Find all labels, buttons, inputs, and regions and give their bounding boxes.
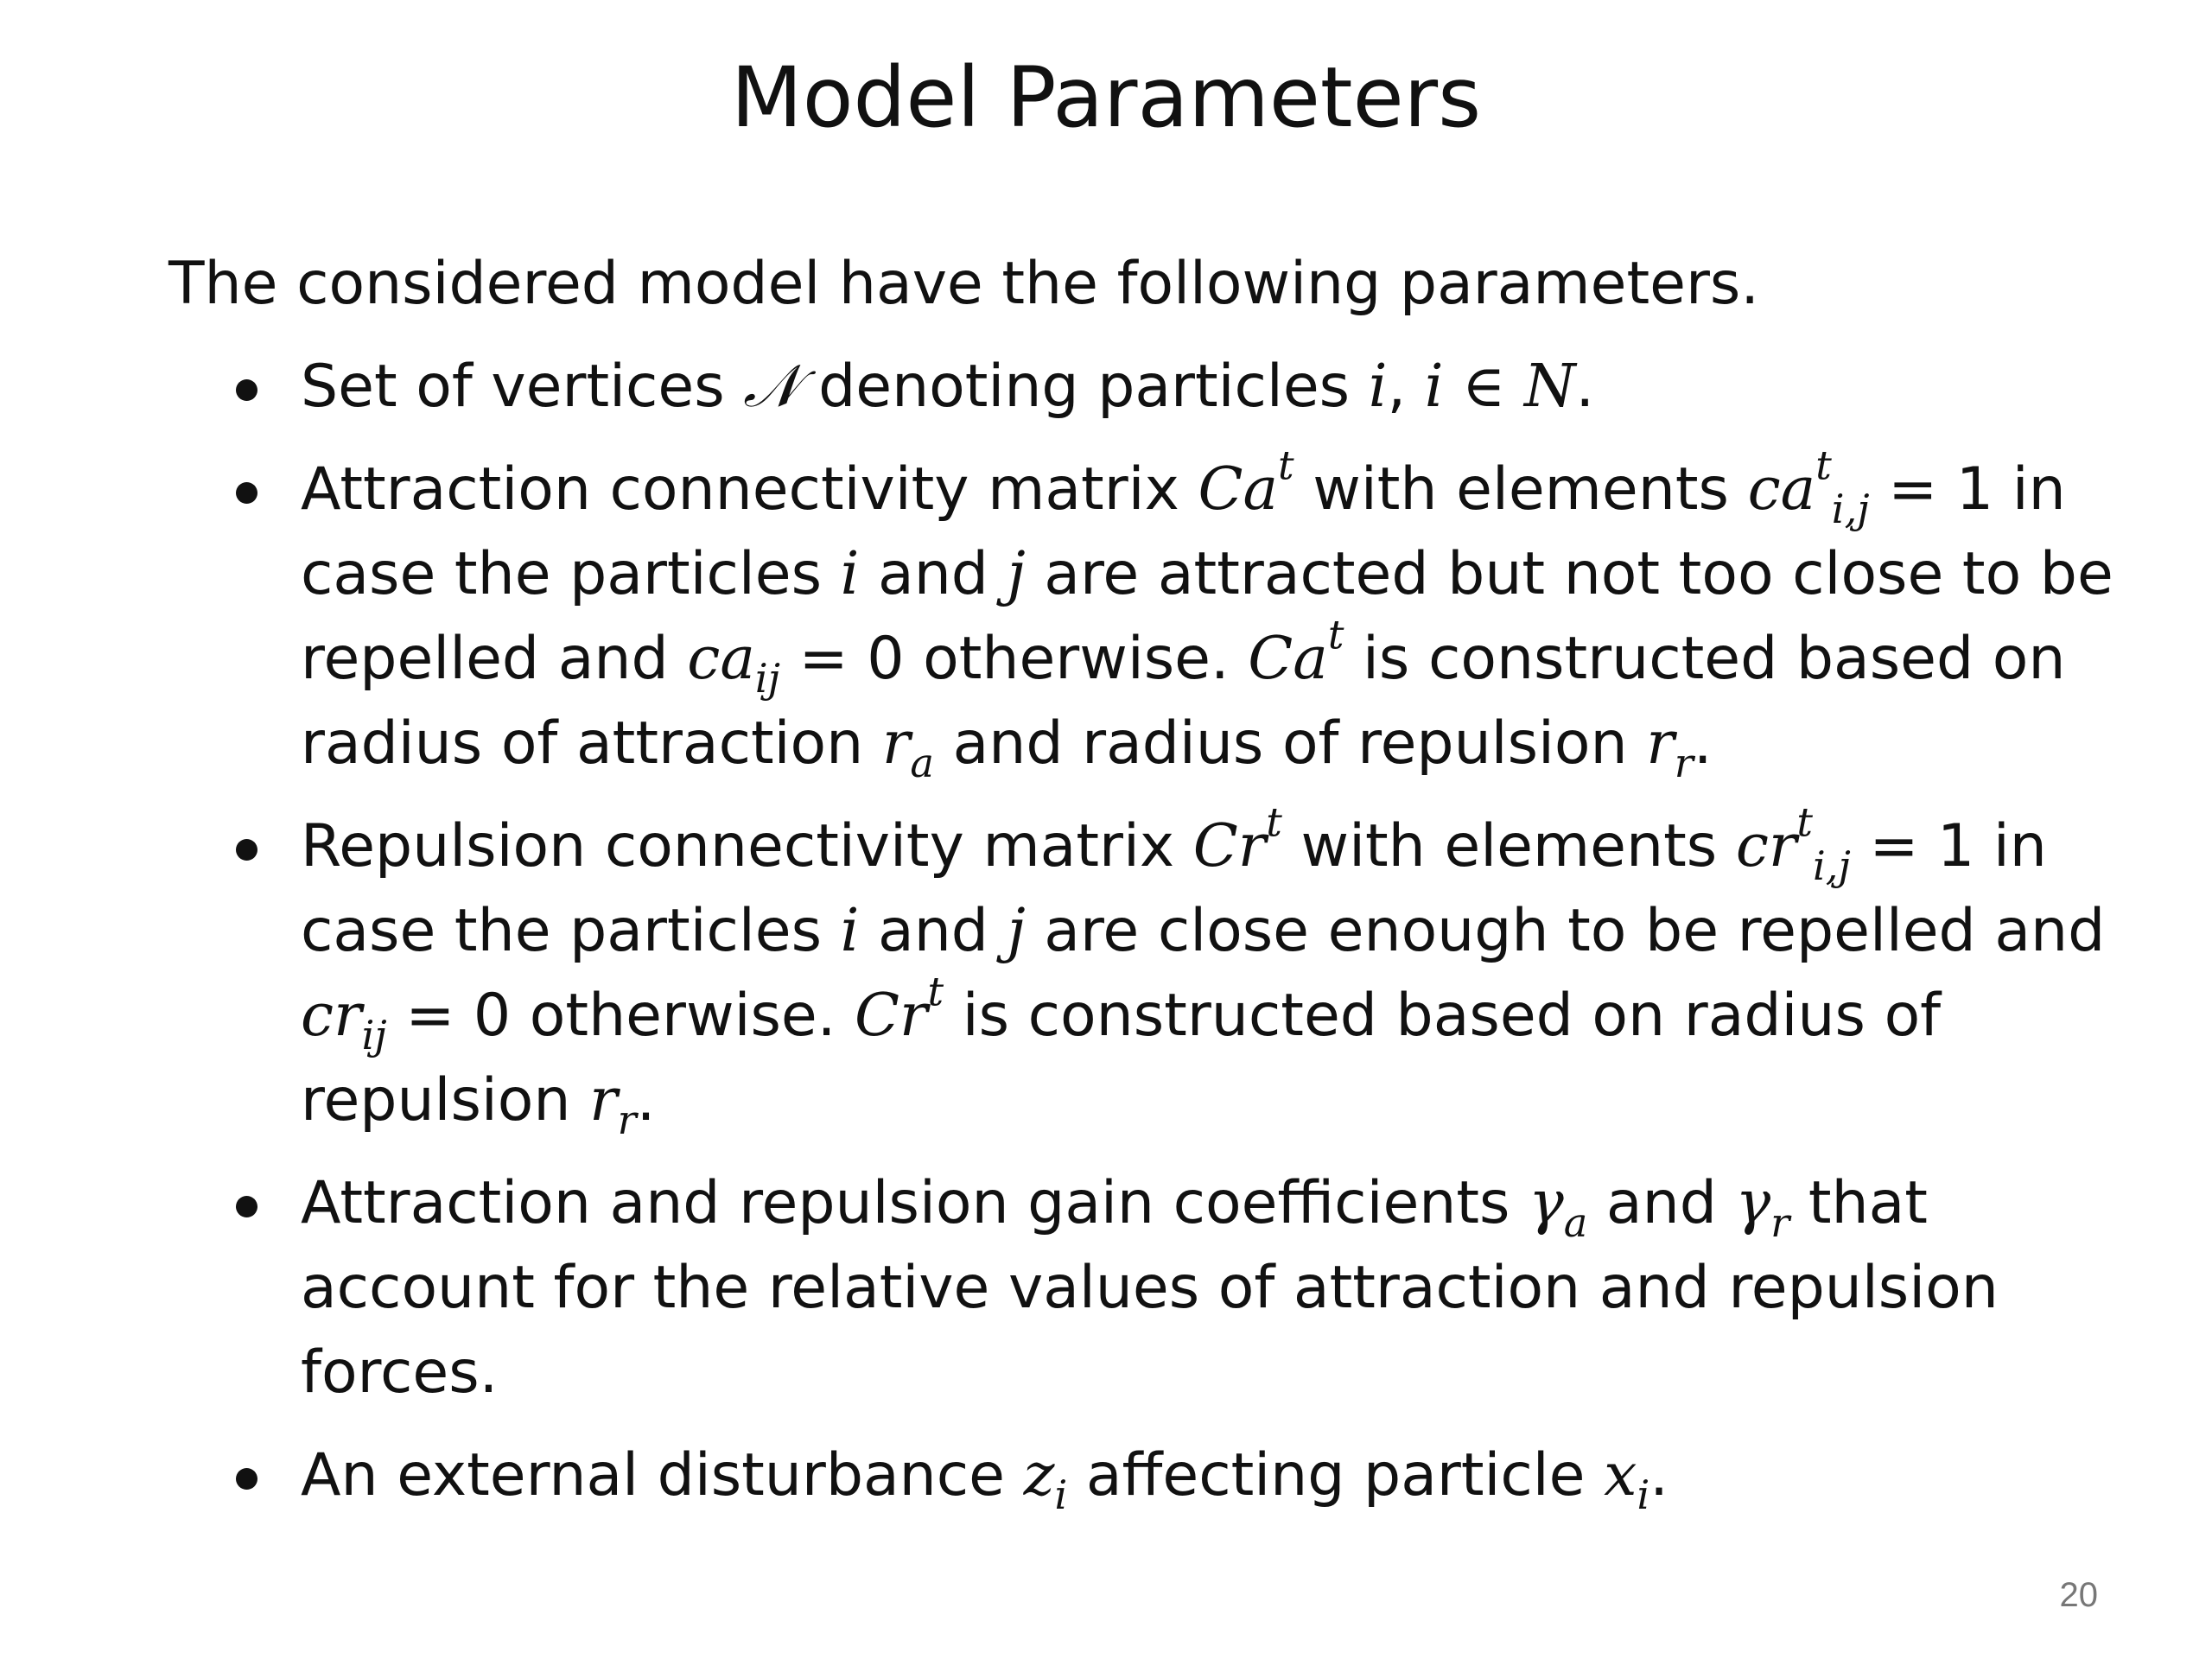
parameter-list <box>168 345 2121 1518</box>
math-subscript: r <box>617 1096 637 1144</box>
math-symbol: γ <box>1529 1169 1564 1237</box>
math-symbol: ca <box>1747 455 1816 524</box>
slide-title: Model Parameters <box>730 49 1482 146</box>
bullet-icon <box>236 1196 257 1217</box>
list-item-disturbance <box>168 1433 2121 1518</box>
text-span: are attracted but not too close to be repelled and <box>301 540 2113 693</box>
math-operator: ∈ <box>1443 353 1525 421</box>
text-span: = 1 in case the particles <box>301 455 2066 608</box>
text-span: = 0 otherwise. <box>780 625 1249 693</box>
bullet-icon <box>236 482 257 504</box>
text-span: and radius of repulsion <box>933 709 1647 778</box>
math-symbol: 𝒩 <box>743 353 800 421</box>
text-span: An external disturbance <box>301 1441 1024 1510</box>
text-span: denoting particles <box>799 353 1369 421</box>
math-subscript: ij <box>754 655 780 702</box>
list-item-vertices <box>168 345 2121 429</box>
math-subscript: r <box>1674 740 1694 787</box>
intro-text: The considered model have the following parameters. <box>168 250 1759 318</box>
math-superscript: t <box>1796 798 1813 846</box>
list-item-attraction-matrix <box>168 442 2121 787</box>
text-span: Set of vertices <box>301 353 744 421</box>
text-span: with elements <box>1294 455 1748 524</box>
text-span: affecting particle <box>1067 1441 1605 1510</box>
text-span: and <box>859 897 1007 965</box>
list-item-gain-coefficients <box>168 1161 2121 1415</box>
math-symbol: i <box>840 897 860 965</box>
text-span: Attraction and repulsion gain coefficients <box>301 1169 1529 1237</box>
math-symbol: cr <box>301 982 362 1050</box>
math-symbol: z <box>1023 1441 1055 1510</box>
text-span: Repulsion connectivity matrix <box>301 812 1193 880</box>
bullet-icon <box>236 839 257 861</box>
text-span: . <box>1693 709 1713 778</box>
text-span: . <box>1575 353 1595 421</box>
text-span: . <box>636 1066 656 1135</box>
bullet-icon <box>236 379 257 401</box>
text-span: with elements <box>1281 812 1736 880</box>
math-superscript: t <box>927 968 944 1015</box>
math-symbol: j <box>1007 897 1026 965</box>
math-subscript: ij <box>361 1012 387 1059</box>
text-span: is constructed based on radius of attraction <box>301 625 2066 778</box>
math-symbol: j <box>1007 540 1026 608</box>
math-symbol: i <box>840 540 860 608</box>
text-span: Attraction connectivity matrix <box>301 455 1198 524</box>
math-symbol: Ca <box>1198 455 1279 524</box>
math-symbol: Ca <box>1248 625 1328 693</box>
math-symbol: r <box>1646 709 1675 778</box>
math-symbol: ca <box>687 625 755 693</box>
text-span: and <box>859 540 1007 608</box>
text-span: , <box>1387 353 1425 421</box>
math-subscript: a <box>1563 1199 1588 1247</box>
math-symbol: r <box>589 1066 618 1135</box>
math-subscript: i <box>1637 1471 1650 1519</box>
math-superscript: t <box>1327 611 1344 658</box>
text-span: = 1 in case the particles <box>301 812 2047 965</box>
math-superscript: t <box>1278 442 1294 489</box>
math-symbol: i <box>1368 353 1388 421</box>
math-subscript: i <box>1054 1471 1068 1519</box>
slide-body <box>168 242 2121 1518</box>
math-symbol: r <box>881 709 911 778</box>
math-symbol: Cr <box>854 982 928 1050</box>
bullet-icon <box>236 1468 257 1490</box>
list-item-repulsion-matrix <box>168 798 2121 1144</box>
text-span: = 0 otherwise. <box>386 982 855 1050</box>
math-symbol: cr <box>1735 812 1797 880</box>
math-symbol: N <box>1524 353 1576 421</box>
page-number: 20 <box>2059 1576 2098 1614</box>
text-span: and <box>1587 1169 1736 1237</box>
text-span: are close enough to be repelled and <box>1025 897 2106 965</box>
math-symbol: i <box>1424 353 1444 421</box>
math-superscript: t <box>1266 798 1282 846</box>
math-symbol: x <box>1604 1441 1637 1510</box>
math-subscript: i,j <box>1831 486 1870 533</box>
math-subscript: i,j <box>1813 842 1851 890</box>
math-subscript: a <box>910 740 934 787</box>
text-span: that account for the relative values of attraction and repulsion forces. <box>301 1169 1999 1407</box>
math-subscript: r <box>1770 1199 1790 1247</box>
math-symbol: Cr <box>1192 812 1267 880</box>
text-span: is constructed based on radius of repulsion <box>301 982 1942 1135</box>
math-superscript: t <box>1815 442 1832 489</box>
math-symbol: γ <box>1735 1169 1771 1237</box>
text-span: . <box>1649 1441 1669 1510</box>
